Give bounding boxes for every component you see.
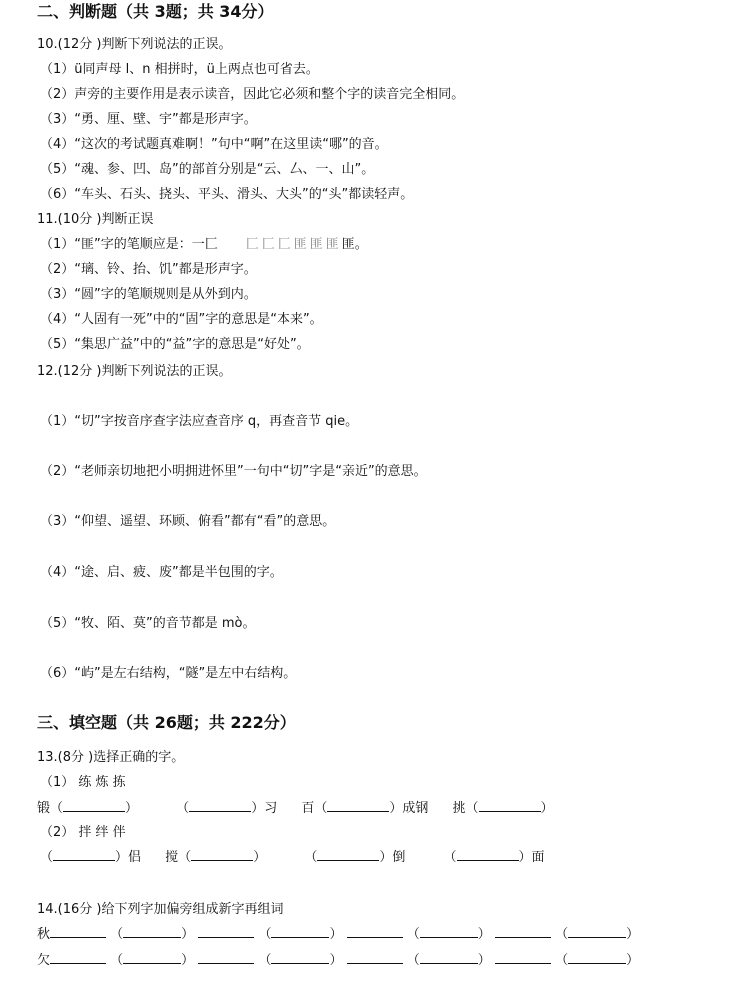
text: ）习 — [251, 801, 278, 816]
new-char-blank[interactable] — [50, 925, 106, 938]
fill-row — [37, 925, 639, 944]
list-item: （3）“勇、厘、壁、宇”都是形声字。 — [40, 112, 257, 127]
list-item: （3）“圆”字的笔顺规则是从外到内。 — [40, 287, 257, 302]
new-char-blank[interactable] — [347, 925, 403, 938]
word-blank[interactable] — [123, 925, 181, 938]
blank-field[interactable] — [317, 848, 379, 861]
stroke-order-end: 匪。 — [341, 237, 368, 252]
text: ）侣 — [115, 850, 142, 865]
open-paren: （ — [110, 953, 124, 968]
fill-row — [40, 848, 545, 867]
text: ）面 — [518, 850, 545, 865]
blank-field[interactable] — [457, 848, 519, 861]
close-paren: ） — [181, 927, 195, 942]
base-char: 欠 — [37, 953, 51, 968]
list-item: （1）ü同声母 l、n 相拼时，ü上两点也可省去。 — [40, 62, 319, 77]
word-blank[interactable] — [420, 951, 478, 964]
group-label: （1） 练 炼 拣 — [40, 775, 126, 790]
word-blank[interactable] — [123, 951, 181, 964]
list-item: （1）“切”字按音序查字法应查音序 q，再查音节 qie。 — [40, 414, 359, 429]
text: （ — [40, 850, 54, 865]
fill-row — [37, 951, 639, 970]
open-paren: （ — [258, 927, 272, 942]
open-paren: （ — [258, 953, 272, 968]
list-item: （2）“老师亲切地把小明拥进怀里”一句中“切”字是“亲近”的意思。 — [40, 464, 427, 479]
list-item: （4）“途、启、疲、废”都是半包围的字。 — [40, 565, 283, 580]
group-label: （2） 拌 绊 伴 — [40, 825, 126, 840]
list-item: （5）“集思广益”中的“益”字的意思是“好处”。 — [40, 337, 310, 352]
new-char-blank[interactable] — [347, 951, 403, 964]
item-text: （1）“匪”字的笔顺应是：一匚 — [40, 237, 218, 252]
word-blank[interactable] — [271, 925, 329, 938]
question-title: 11.(10分 )判断正误 — [37, 212, 154, 227]
text: （ — [176, 801, 190, 816]
close-paren: ） — [626, 927, 640, 942]
text: 挑（ — [452, 801, 479, 816]
list-item: （4）“人固有一死”中的“固”字的意思是“本来”。 — [40, 312, 323, 327]
list-item: （6）“屿”是左右结构，“隧”是左中右结构。 — [40, 666, 297, 681]
text: （ — [443, 850, 457, 865]
text: 搅（ — [165, 850, 192, 865]
close-paren: ） — [477, 953, 491, 968]
close-paren: ） — [626, 953, 640, 968]
close-paren: ） — [329, 953, 343, 968]
list-item: （6）“车头、石头、挠头、平头、滑头、大头”的“头”都读轻声。 — [40, 187, 414, 202]
list-item: （4）“这次的考试题真难啊！”句中“啊”在这里读“哪”的音。 — [40, 137, 388, 152]
text: （ — [304, 850, 318, 865]
close-paren: ） — [477, 927, 491, 942]
list-item: （2）“璃、铃、抬、饥”都是形声字。 — [40, 262, 257, 277]
open-paren: （ — [406, 953, 420, 968]
open-paren: （ — [110, 927, 124, 942]
question-title: 13.(8分 )选择正确的字。 — [37, 750, 185, 765]
open-paren: （ — [555, 953, 569, 968]
blank-field[interactable] — [327, 799, 389, 812]
open-paren: （ — [406, 927, 420, 942]
list-item: （5）“牧、陌、莫”的音节都是 mò。 — [40, 616, 256, 631]
list-item: （3）“仰望、遥望、环顾、俯看”都有“看”的意思。 — [40, 514, 336, 529]
open-paren: （ — [555, 927, 569, 942]
new-char-blank[interactable] — [495, 925, 551, 938]
question-title: 12.(12分 )判断下列说法的正误。 — [37, 364, 232, 379]
word-blank[interactable] — [568, 951, 626, 964]
blank-field[interactable] — [63, 799, 125, 812]
blank-field[interactable] — [189, 799, 251, 812]
list-item: （5）“魂、参、凹、岛”的部首分别是“云、厶、一、山”。 — [40, 162, 375, 177]
question-title: 14.(16分 )给下列字加偏旁组成新字再组词 — [37, 902, 284, 917]
new-char-blank[interactable] — [495, 951, 551, 964]
text: ） — [540, 801, 554, 816]
question-title: 10.(12分 )判断下列说法的正误。 — [37, 37, 232, 52]
stroke-order-steps: 匚匚匚匪匪匪 — [245, 237, 342, 252]
new-char-blank[interactable] — [198, 951, 254, 964]
close-paren: ） — [181, 953, 195, 968]
word-blank[interactable] — [568, 925, 626, 938]
base-char: 秋 — [37, 927, 51, 942]
text: 百（ — [301, 801, 328, 816]
text: ）倒 — [379, 850, 406, 865]
close-paren: ） — [329, 927, 343, 942]
section-heading: 二、判断题（共 3题；共 34分） — [37, 2, 274, 21]
new-char-blank[interactable] — [50, 951, 106, 964]
new-char-blank[interactable] — [198, 925, 254, 938]
text: ） — [253, 850, 267, 865]
list-item — [40, 236, 368, 254]
blank-field[interactable] — [479, 799, 541, 812]
section-heading: 三、填空题（共 26题；共 222分） — [37, 713, 296, 732]
text: ） — [125, 801, 139, 816]
fill-row — [37, 799, 554, 818]
blank-field[interactable] — [53, 848, 115, 861]
blank-field[interactable] — [191, 848, 253, 861]
text: 锻（ — [37, 801, 64, 816]
word-blank[interactable] — [420, 925, 478, 938]
word-blank[interactable] — [271, 951, 329, 964]
list-item: （2）声旁的主要作用是表示读音，因此它必须和整个字的读音完全相同。 — [40, 87, 465, 102]
text: ）成钢 — [389, 801, 429, 816]
